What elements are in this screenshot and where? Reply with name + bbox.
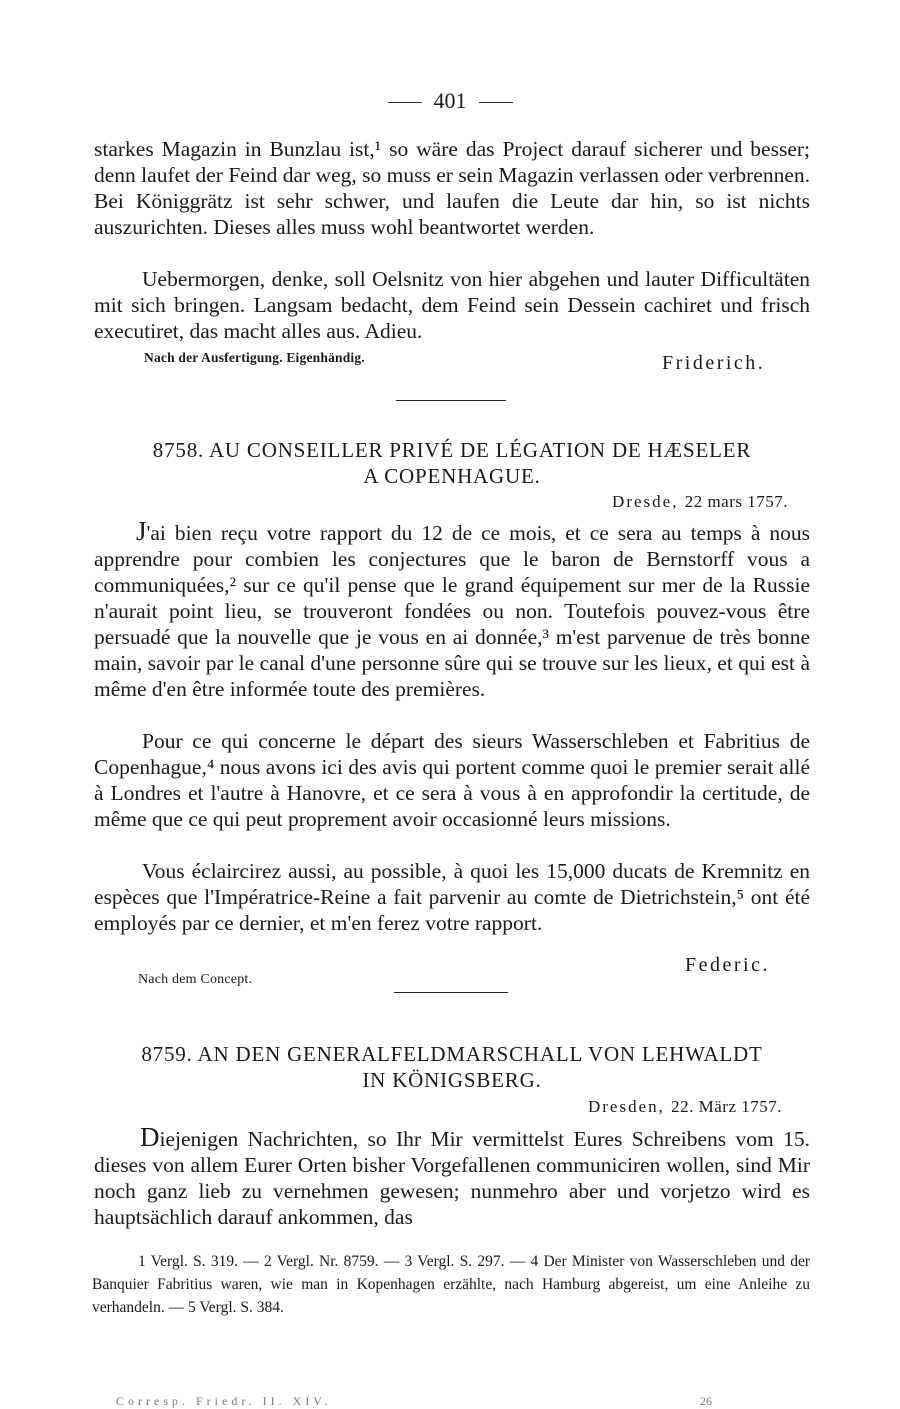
source-note: Nach dem Concept. xyxy=(138,972,253,987)
footnotes: 1 Vergl. S. 319. — 2 Vergl. Nr. 8759. — 3 Vergl. S. 297. — 4 Der Minister von Wasserschleben und der Banquier Fabritius waren, wie man in Kopenhagen erzählte, nach Hamburg abgereist, um eine Anleihe zu verhandeln. — 5 Vergl. S. 384. xyxy=(92,1253,810,1316)
intro-paragraph-1: starkes Magazin in Bunzlau ist,¹ so wäre das Project darauf sicherer und besser; denn laufet der Feind dar weg, so muss er sein Magazin verlassen oder verbrennen. Bei Königgrätz ist sehr schwer, und laufen die Leute dar hin, so ist nichts auszurichten. Dieses alles muss wohl beantwortet werden. xyxy=(94,137,810,239)
paragraph-text: iejenigen Nachrichten, so Ihr Mir vermittelst Eures Schreibens vom 15. dieses von allem Eurer Orten bisher Vorgefallenen communiciren wollen, sind Mir noch ganz lieb zu vernehmen gewesen; nunmehro aber und vorjetzo wird es hauptsächlich darauf ankommen, das xyxy=(94,1127,810,1229)
drop-cap: D xyxy=(140,1122,160,1152)
drop-cap: J xyxy=(136,516,147,546)
letter-paragraph-2: Pour ce qui concerne le départ des sieurs Wasserschleben et Fabritius de Copenhague,⁴ nous avons ici des avis qui portent comme quoi le premier serait allé à Londres et l'autre à Hanovre, et ce sera à vous à en approfondir la certitude, de même que ce qui peut proprement avoir occasionné leurs missions. xyxy=(94,729,810,831)
letter-paragraph-3: Vous éclaircirez aussi, au possible, à quoi les 15,000 ducats de Kremnitz en espèces que l'Impératrice-Reine a fait parvenir au comte de Dietrichstein,⁵ ont été employés par ce dernier, et m'en ferez votre rapport. xyxy=(94,859,810,935)
heading-line-2: IN KÖNIGSBERG. xyxy=(362,1068,542,1092)
intro-paragraph-2: Uebermorgen, denke, soll Oelsnitz von hier abgehen und lauter Difficultäten mit sich bringen. Langsam bedacht, dem Feind sein Dessein cachiret und frisch executiret, das macht alles aus. Adieu. xyxy=(94,267,810,343)
letter-paragraph-1 xyxy=(94,1124,810,1230)
signature: Friderich. xyxy=(662,352,766,374)
letter-number: 8759. xyxy=(141,1042,193,1066)
cutoff-footer-left: Corresp. Friedr. II. XIV. xyxy=(116,1394,332,1408)
date: 22. März 1757. xyxy=(671,1097,782,1116)
dash-divider xyxy=(479,102,513,103)
letter-paragraph-1 xyxy=(94,518,810,702)
heading-line-1: AU CONSEILLER PRIVÉ DE LÉGATION DE HÆSELER xyxy=(208,438,752,462)
place: Dresde, xyxy=(612,492,679,511)
letter-heading xyxy=(92,437,812,463)
source-note: Nach der Ausfertigung. Eigenhändig. xyxy=(144,350,365,365)
cutoff-footer-right: 26 xyxy=(700,1394,712,1408)
dateline xyxy=(588,1097,782,1117)
page-number-line xyxy=(0,88,900,114)
section-rule xyxy=(394,992,508,993)
letter-heading xyxy=(92,1041,812,1067)
dash-divider xyxy=(388,102,422,103)
heading-line-2: A COPENHAGUE. xyxy=(363,464,541,488)
page-number: 401 xyxy=(433,88,467,113)
paragraph-text: 'ai bien reçu votre rapport du 12 de ce mois, et ce sera au temps à nous apprendre pour combien les conjectures que le baron de Bernstorff vous a communiquées,² sur ce qu'il pense que le grand équipement sur mer de la Russie n'aurait point lieu, se trouveront fondées ou non. Toutefois pouvez-vous être persuadé que la nouvelle que je vous en ai donnée,³ m'est parvenue de très bonne main, savoir par le canal d'une personne sûre qui se trouve sur les lieux, et qui est à même d'en être informée toute des premières. xyxy=(94,521,810,701)
heading-line-1: AN DEN GENERALFELDMARSCHALL VON LEHWALDT xyxy=(197,1042,763,1066)
letter-number: 8758. xyxy=(152,438,205,462)
date: 22 mars 1757. xyxy=(684,492,788,511)
signature: Federic. xyxy=(685,954,770,976)
section-rule xyxy=(396,400,506,401)
dateline xyxy=(612,492,788,512)
place: Dresden, xyxy=(587,1097,665,1116)
